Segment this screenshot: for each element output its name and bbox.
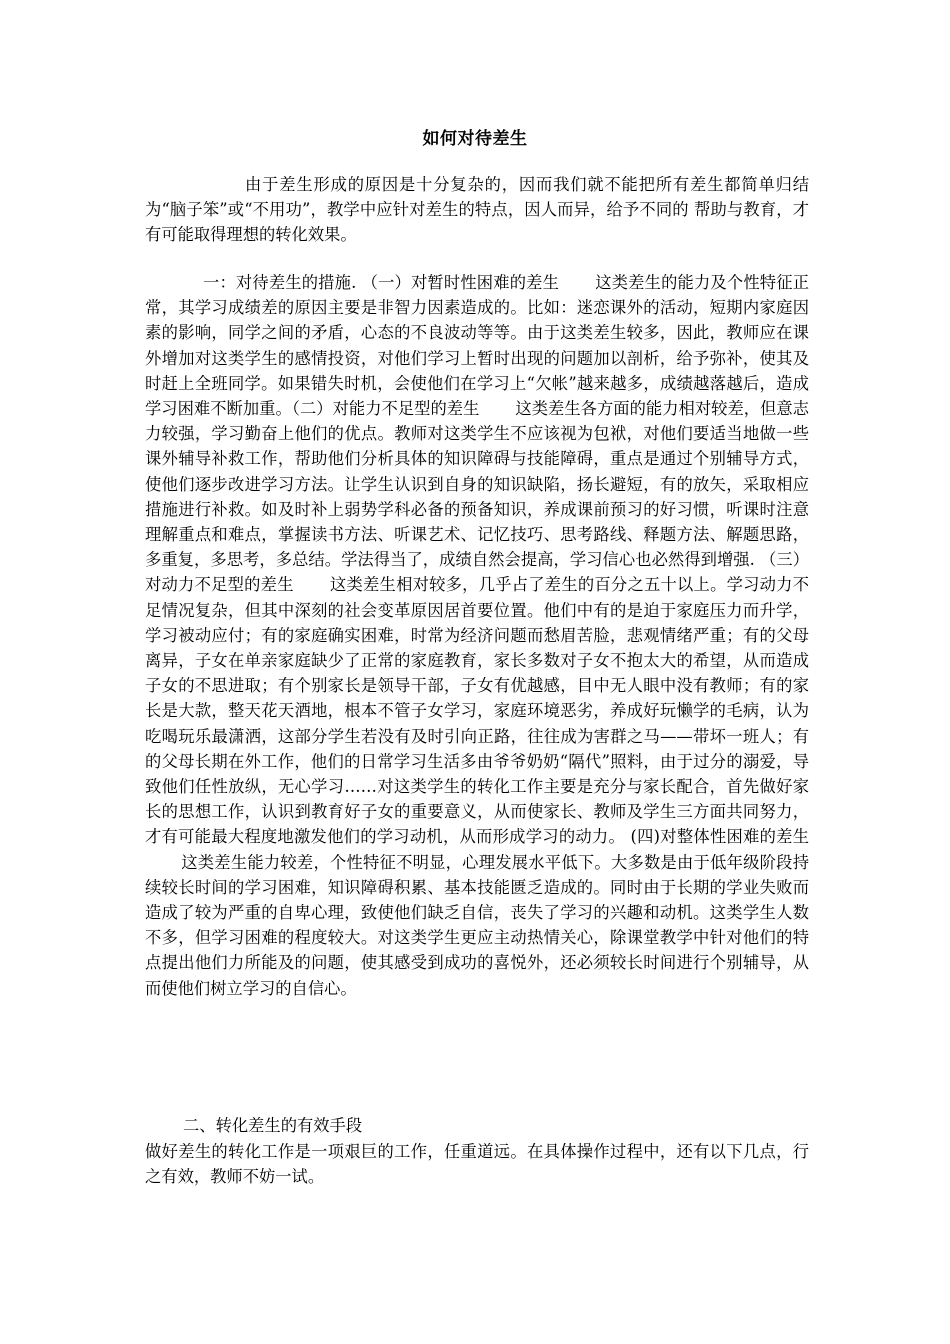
section-two-paragraph: 做好差生的转化工作是一项艰巨的工作，任重道远。在具体操作过程中，还有以下几点，行之有效，教师不妨一试。 (145, 1142, 809, 1187)
page-title: 如何对待差生 (422, 129, 528, 149)
section-one-lead: 一：对待差生的措施. （一）对暂时性困难的差生 (203, 273, 560, 292)
section-two-heading: 二、转化差生的有效手段 (183, 1116, 363, 1135)
section-one-part-3: 这类差生相对较多，几乎占了差生的百分之五十以上。学习动力不足情况复杂，但其中深刻的社会变革原因居首要位置。他们中有的是迫于家庭压力而升学，学习被动应付；有的家庭确实困难，时常为经济问题而愁眉苦脸，悲观情绪严重；有的父母离异，子女在单亲家庭缺少了正常的家庭教育，家长多数对子女不抱太大的希望，从而造成子女的不思进取；有个别家长是领导干部，子女有优越感，目中无人眼中没有教师；有的家长是大款，整天花天酒地，根本不管子女学习，家庭环境恶劣，养成好玩懒学的毛病，认为吃喝玩乐最潇洒，这部分学生若没有及时引向正路，往往成为害群之马——带坏一班人；有的父母长期在外工作，他们的日常学习生活多由爷爷奶奶“隔代”照料，由于过分的溺爱，导致他们任性放纵，无心学习……对这类学生的转化工作主要是充分与家长配合，首先做好家长的思想工作，认识到教育好子女的重要意义，从而使家长、教师及学生三方面共同努力，才有可能最大程度地激发他们的学习动机，从而形成学习的动力。 (四)对整体性困难的差生 (145, 575, 809, 847)
section-one-part-1: 这类差生的能力及个性特征正常，其学习成绩差的原因主要是非智力因素造成的。比如：迷恋课外的活动，短期内家庭因素的影响，同学之间的矛盾，心态的不良波动等等。由于这类差生较多，因此，教师应在课外增加对这类学生的感情投资，对他们学习上暂时出现的问题加以剖析，给予弥补，使其及时赶上全班同学。如果错失时机，会使他们在学习上“欠帐”越来越多，成绩越落越后，造成学习困难不断加重。（二）对能力不足型的差生 (145, 273, 809, 419)
section-one-part-2: 这类差生各方面的能力相对较差，但意志力较强，学习勤奋上他们的优点。教师对这类学生不应该视为包袱，对他们要适当地做一些课外辅导补救工作，帮助他们分析具体的知识障碍与技能障碍，重点是通过个别辅导方式，使他们逐步改进学习方法。让学生认识到自身的知识缺陷，扬长避短，有的放矢，采取相应措施进行补救。如及时补上弱势学科必备的预备知识，养成课前预习的好习惯，听课时注意理解重点和难点，掌握读书方法、听课艺术、记忆技巧、思考路线、释题方法、解题思路，多重复，多思考，多总结。学法得当了，成绩自然会提高，学习信心也必然得到增强. （三）对动力不足型的差生 (145, 399, 809, 595)
section-one-part-4: 这类差生能力较差，个性特征不明显，心理发展水平低下。大多数是由于低年级阶段持续较长时间的学习困难，知识障碍积累、基本技能匮乏造成的。同时由于长期的学业失败而造成了较为严重的自卑心理，致使他们缺乏自信，丧失了学习的兴趣和动机。这类学生人数不多，但学习困难的程度较大。对这类学生更应主动热情关心，除课堂教学中针对他们的特点提出他们力所能及的问题，使其感受到成功的喜悦外，还必须较长时间进行个别辅导，从而使他们树立学习的自信心。 (145, 852, 809, 998)
intro-paragraph: 由于差生形成的原因是十分复杂的，因而我们就不能把所有差生都简单归结为“脑子笨”或“不用功”，教学中应针对差生的特点，因人而异，给予不同的 帮助与教育，才有可能取得理想的转化效果。 (145, 175, 809, 245)
section-one-paragraph (145, 270, 809, 1001)
